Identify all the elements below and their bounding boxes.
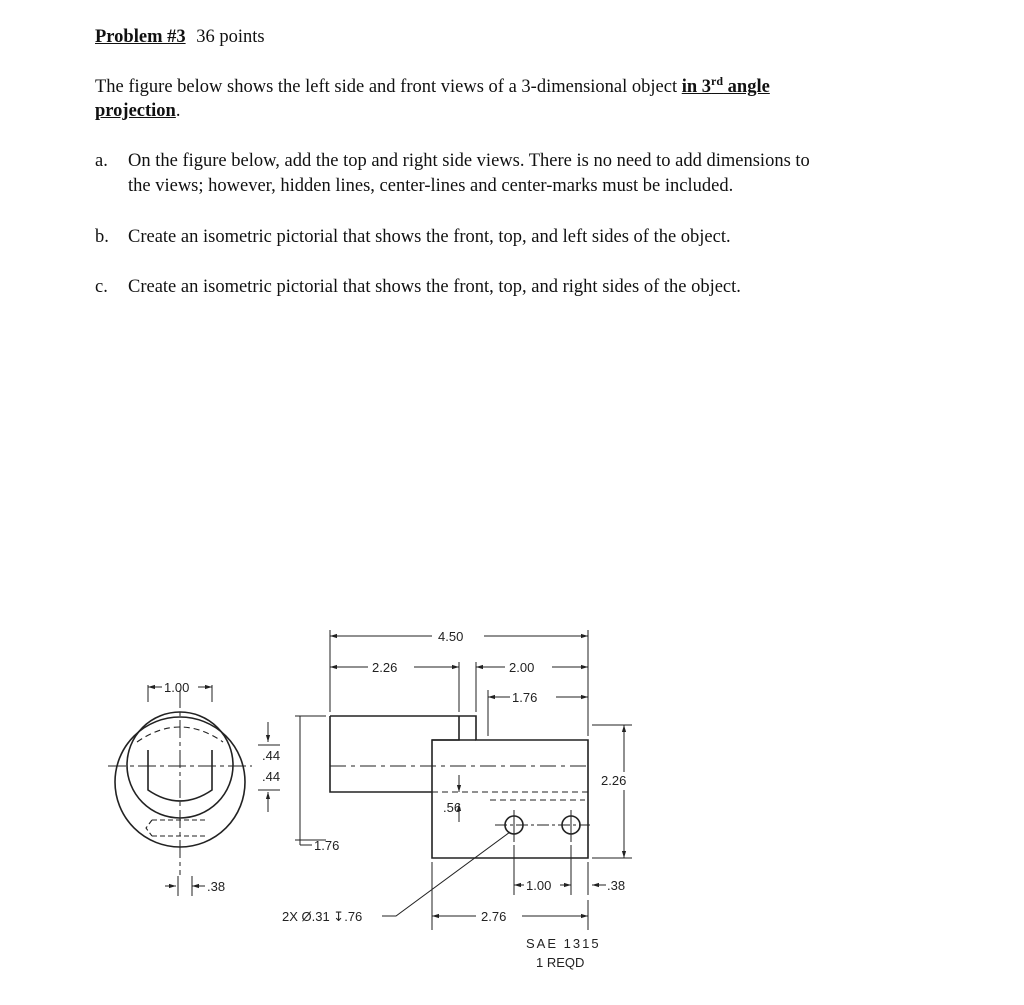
dim-38-left-label: .38 (207, 879, 226, 894)
dim-38-right-label: .38 (607, 878, 626, 893)
dim-1-00-holes-label: 1.00 (526, 878, 552, 893)
task-label: a. (95, 151, 108, 171)
front-view (330, 716, 590, 858)
dim-44-upper-label: .44 (262, 748, 281, 763)
intro-emphasis-line2: projection (95, 101, 176, 121)
task-text-line1: Create an isometric pictorial that shows the front, top, and right sides of the object. (128, 277, 741, 297)
task-text-line1: Create an isometric pictorial that shows the front, top, and left sides of the object. (128, 227, 731, 247)
intro-emphasis: in 3rd angle (681, 73, 770, 97)
problem-label: Problem #3 (95, 27, 186, 47)
dim-1-76-vertical-label: 1.76 (314, 838, 340, 853)
quantity-note: 1 REQD (536, 955, 585, 970)
engineering-drawing (95, 595, 670, 995)
intro-line-2 (95, 99, 180, 123)
dim-2-26-label: 2.26 (372, 660, 398, 675)
intro-line-1 (95, 75, 770, 99)
problem-points: 36 points (196, 27, 265, 47)
problem-heading (95, 25, 265, 49)
dim-1-00-label: 1.00 (164, 680, 190, 695)
intro-text: The figure below shows the left side and front views of a 3-dimensional object (95, 77, 682, 97)
task-label: b. (95, 227, 109, 247)
dim-2-76-label: 2.76 (481, 909, 507, 924)
dim-2-26-vertical-label: 2.26 (601, 773, 627, 788)
dim-4-50-label: 4.50 (438, 629, 464, 644)
front-dims (295, 630, 632, 930)
dim-56-label: .56 (443, 800, 462, 815)
hole-leader (382, 832, 510, 916)
dim-44-lower-label: .44 (262, 769, 281, 784)
material-note: SAE 1315 (526, 936, 601, 951)
task-text-line2: the views; however, hidden lines, center-lines and center-marks must be included. (128, 176, 734, 196)
left-block (330, 716, 432, 792)
left-side-view (108, 685, 252, 875)
dim-1-76-label: 1.76 (512, 690, 538, 705)
intro-period: . (175, 101, 181, 121)
hole-note: 2X Ø.31 ↧.76 (282, 909, 363, 924)
task-text-line1: On the figure below, add the top and right side views. There is no need to add dimensions to (128, 151, 810, 171)
hidden-hole (146, 820, 205, 836)
intro-superscript: rd (711, 73, 724, 88)
task-label: c. (95, 277, 108, 297)
dim-2-00-label: 2.00 (509, 660, 535, 675)
